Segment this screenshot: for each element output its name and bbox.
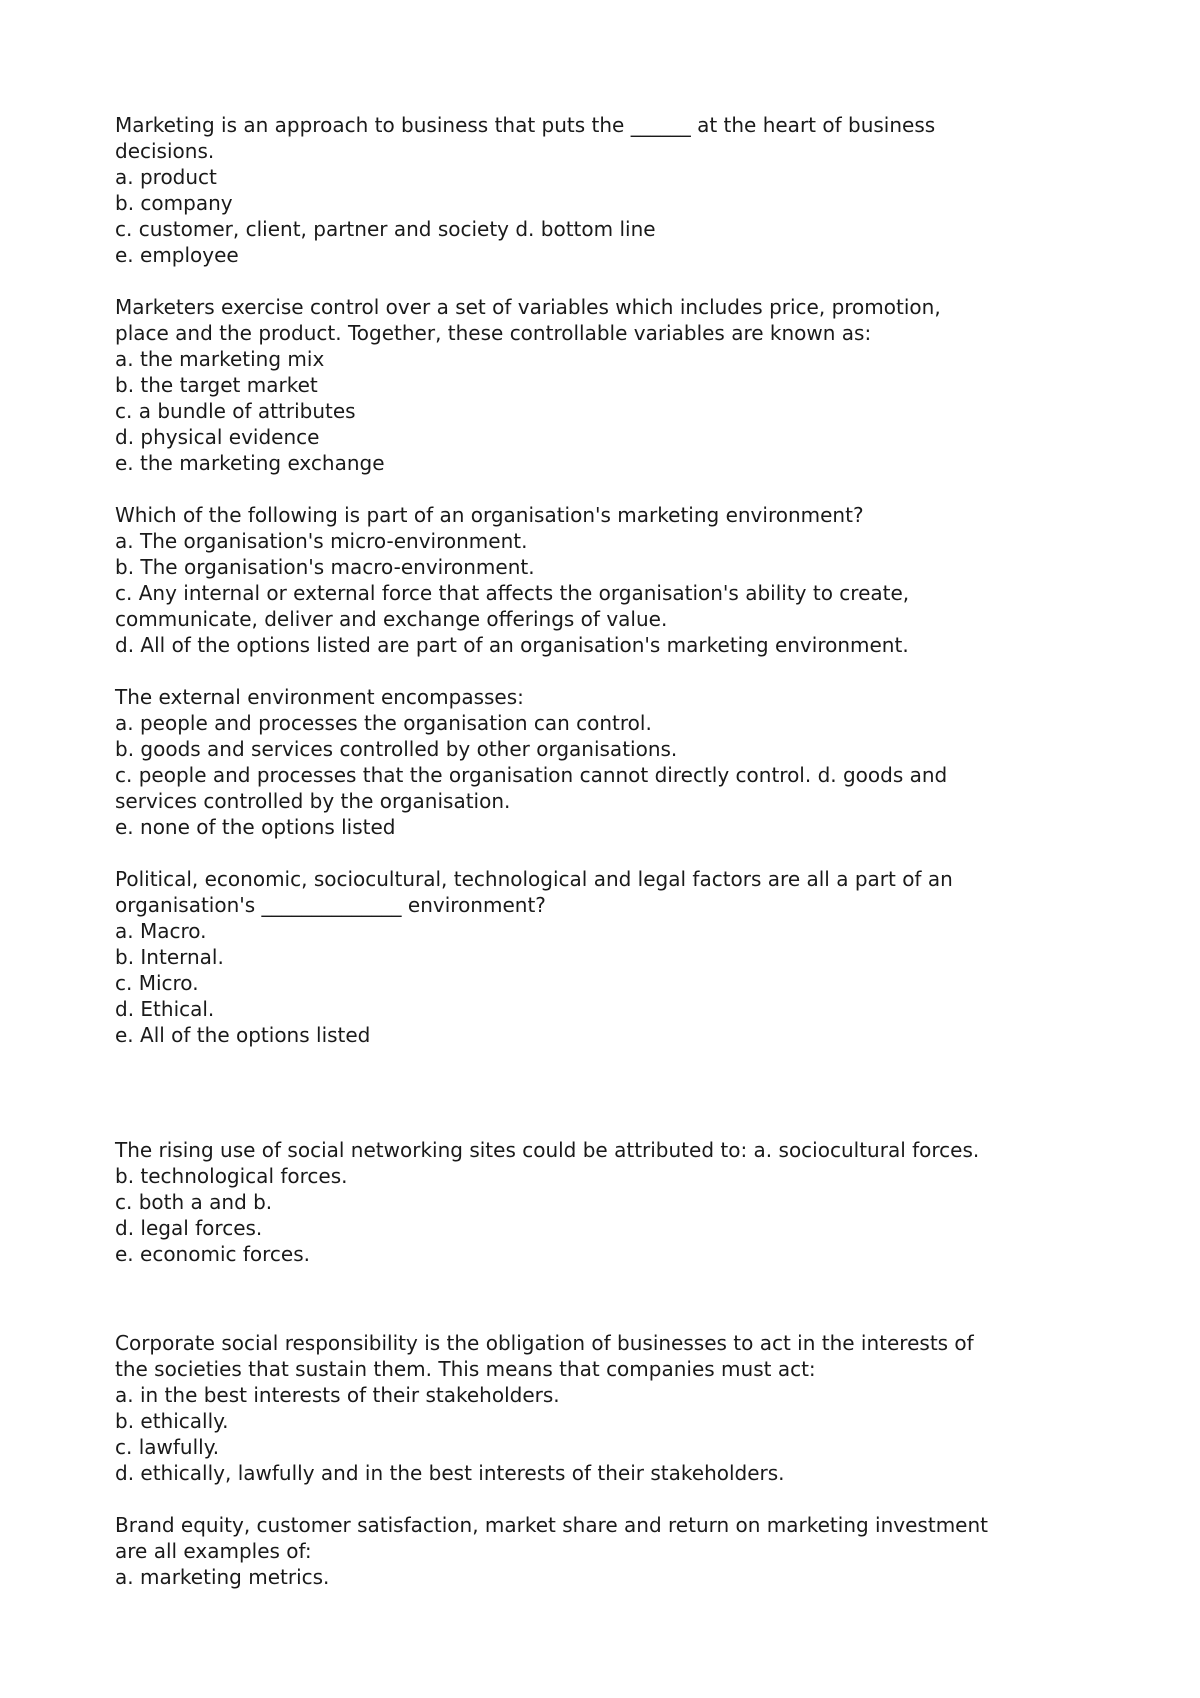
answer-option: b. the target market bbox=[115, 373, 318, 397]
answer-option: b. ethically. bbox=[115, 1409, 229, 1433]
answer-option: a. Macro. bbox=[115, 919, 207, 943]
question-block bbox=[115, 1137, 1105, 1267]
answer-option: services controlled by the organisation. bbox=[115, 789, 511, 813]
answer-option: e. economic forces. bbox=[115, 1242, 310, 1266]
question-block bbox=[115, 502, 1105, 658]
answer-option: d. All of the options listed are part of an organisation's marketing environment. bbox=[115, 633, 909, 657]
question-line: decisions. bbox=[115, 139, 215, 163]
answer-option: a. marketing metrics. bbox=[115, 1565, 330, 1589]
answer-option: b. technological forces. bbox=[115, 1164, 348, 1188]
question-block bbox=[115, 294, 1105, 476]
question-block bbox=[115, 684, 1105, 840]
document-page bbox=[115, 112, 1105, 1590]
answer-option: b. company bbox=[115, 191, 233, 215]
answer-option: e. All of the options listed bbox=[115, 1023, 371, 1047]
question-line: place and the product. Together, these controllable variables are known as: bbox=[115, 321, 872, 345]
question-block bbox=[115, 866, 1105, 1048]
answer-option: c. both a and b. bbox=[115, 1190, 273, 1214]
answer-option: b. goods and services controlled by other organisations. bbox=[115, 737, 678, 761]
answer-option: d. legal forces. bbox=[115, 1216, 263, 1240]
answer-option: a. product bbox=[115, 165, 217, 189]
answer-option: c. a bundle of attributes bbox=[115, 399, 356, 423]
question-line: organisation's ______________ environment? bbox=[115, 893, 546, 917]
answer-option: e. employee bbox=[115, 243, 239, 267]
answer-option: d. ethically, lawfully and in the best interests of their stakeholders. bbox=[115, 1461, 785, 1485]
answer-option: d. Ethical. bbox=[115, 997, 215, 1021]
question-block bbox=[115, 112, 1105, 268]
answer-option: c. Any internal or external force that affects the organisation's ability to create, bbox=[115, 581, 910, 605]
question-line: Marketers exercise control over a set of variables which includes price, promotion, bbox=[115, 295, 941, 319]
question-line: Brand equity, customer satisfaction, market share and return on marketing investment bbox=[115, 1513, 988, 1537]
answer-option: d. physical evidence bbox=[115, 425, 320, 449]
question-block bbox=[115, 1512, 1105, 1590]
question-line: are all examples of: bbox=[115, 1539, 312, 1563]
answer-option: communicate, deliver and exchange offerings of value. bbox=[115, 607, 668, 631]
answer-option: c. people and processes that the organisation cannot directly control. d. goods and bbox=[115, 763, 948, 787]
answer-option: b. Internal. bbox=[115, 945, 224, 969]
question-line: Which of the following is part of an organisation's marketing environment? bbox=[115, 503, 864, 527]
answer-option: a. in the best interests of their stakeholders. bbox=[115, 1383, 560, 1407]
question-line: Corporate social responsibility is the obligation of businesses to act in the interests of bbox=[115, 1331, 974, 1355]
answer-option: a. the marketing mix bbox=[115, 347, 325, 371]
question-line: Marketing is an approach to business that puts the ______ at the heart of business bbox=[115, 113, 936, 137]
question-line: Political, economic, sociocultural, technological and legal factors are all a part of an bbox=[115, 867, 953, 891]
answer-option: a. people and processes the organisation can control. bbox=[115, 711, 652, 735]
question-line: the societies that sustain them. This means that companies must act: bbox=[115, 1357, 816, 1381]
question-line: The rising use of social networking sites could be attributed to: a. sociocultural forces. bbox=[115, 1138, 980, 1162]
answer-option: a. The organisation's micro-environment. bbox=[115, 529, 528, 553]
answer-option: e. none of the options listed bbox=[115, 815, 396, 839]
answer-option: c. customer, client, partner and society d. bottom line bbox=[115, 217, 656, 241]
answer-option: b. The organisation's macro-environment. bbox=[115, 555, 535, 579]
question-line: The external environment encompasses: bbox=[115, 685, 524, 709]
question-block bbox=[115, 1330, 1105, 1486]
answer-option: c. Micro. bbox=[115, 971, 199, 995]
answer-option: c. lawfully. bbox=[115, 1435, 220, 1459]
answer-option: e. the marketing exchange bbox=[115, 451, 385, 475]
